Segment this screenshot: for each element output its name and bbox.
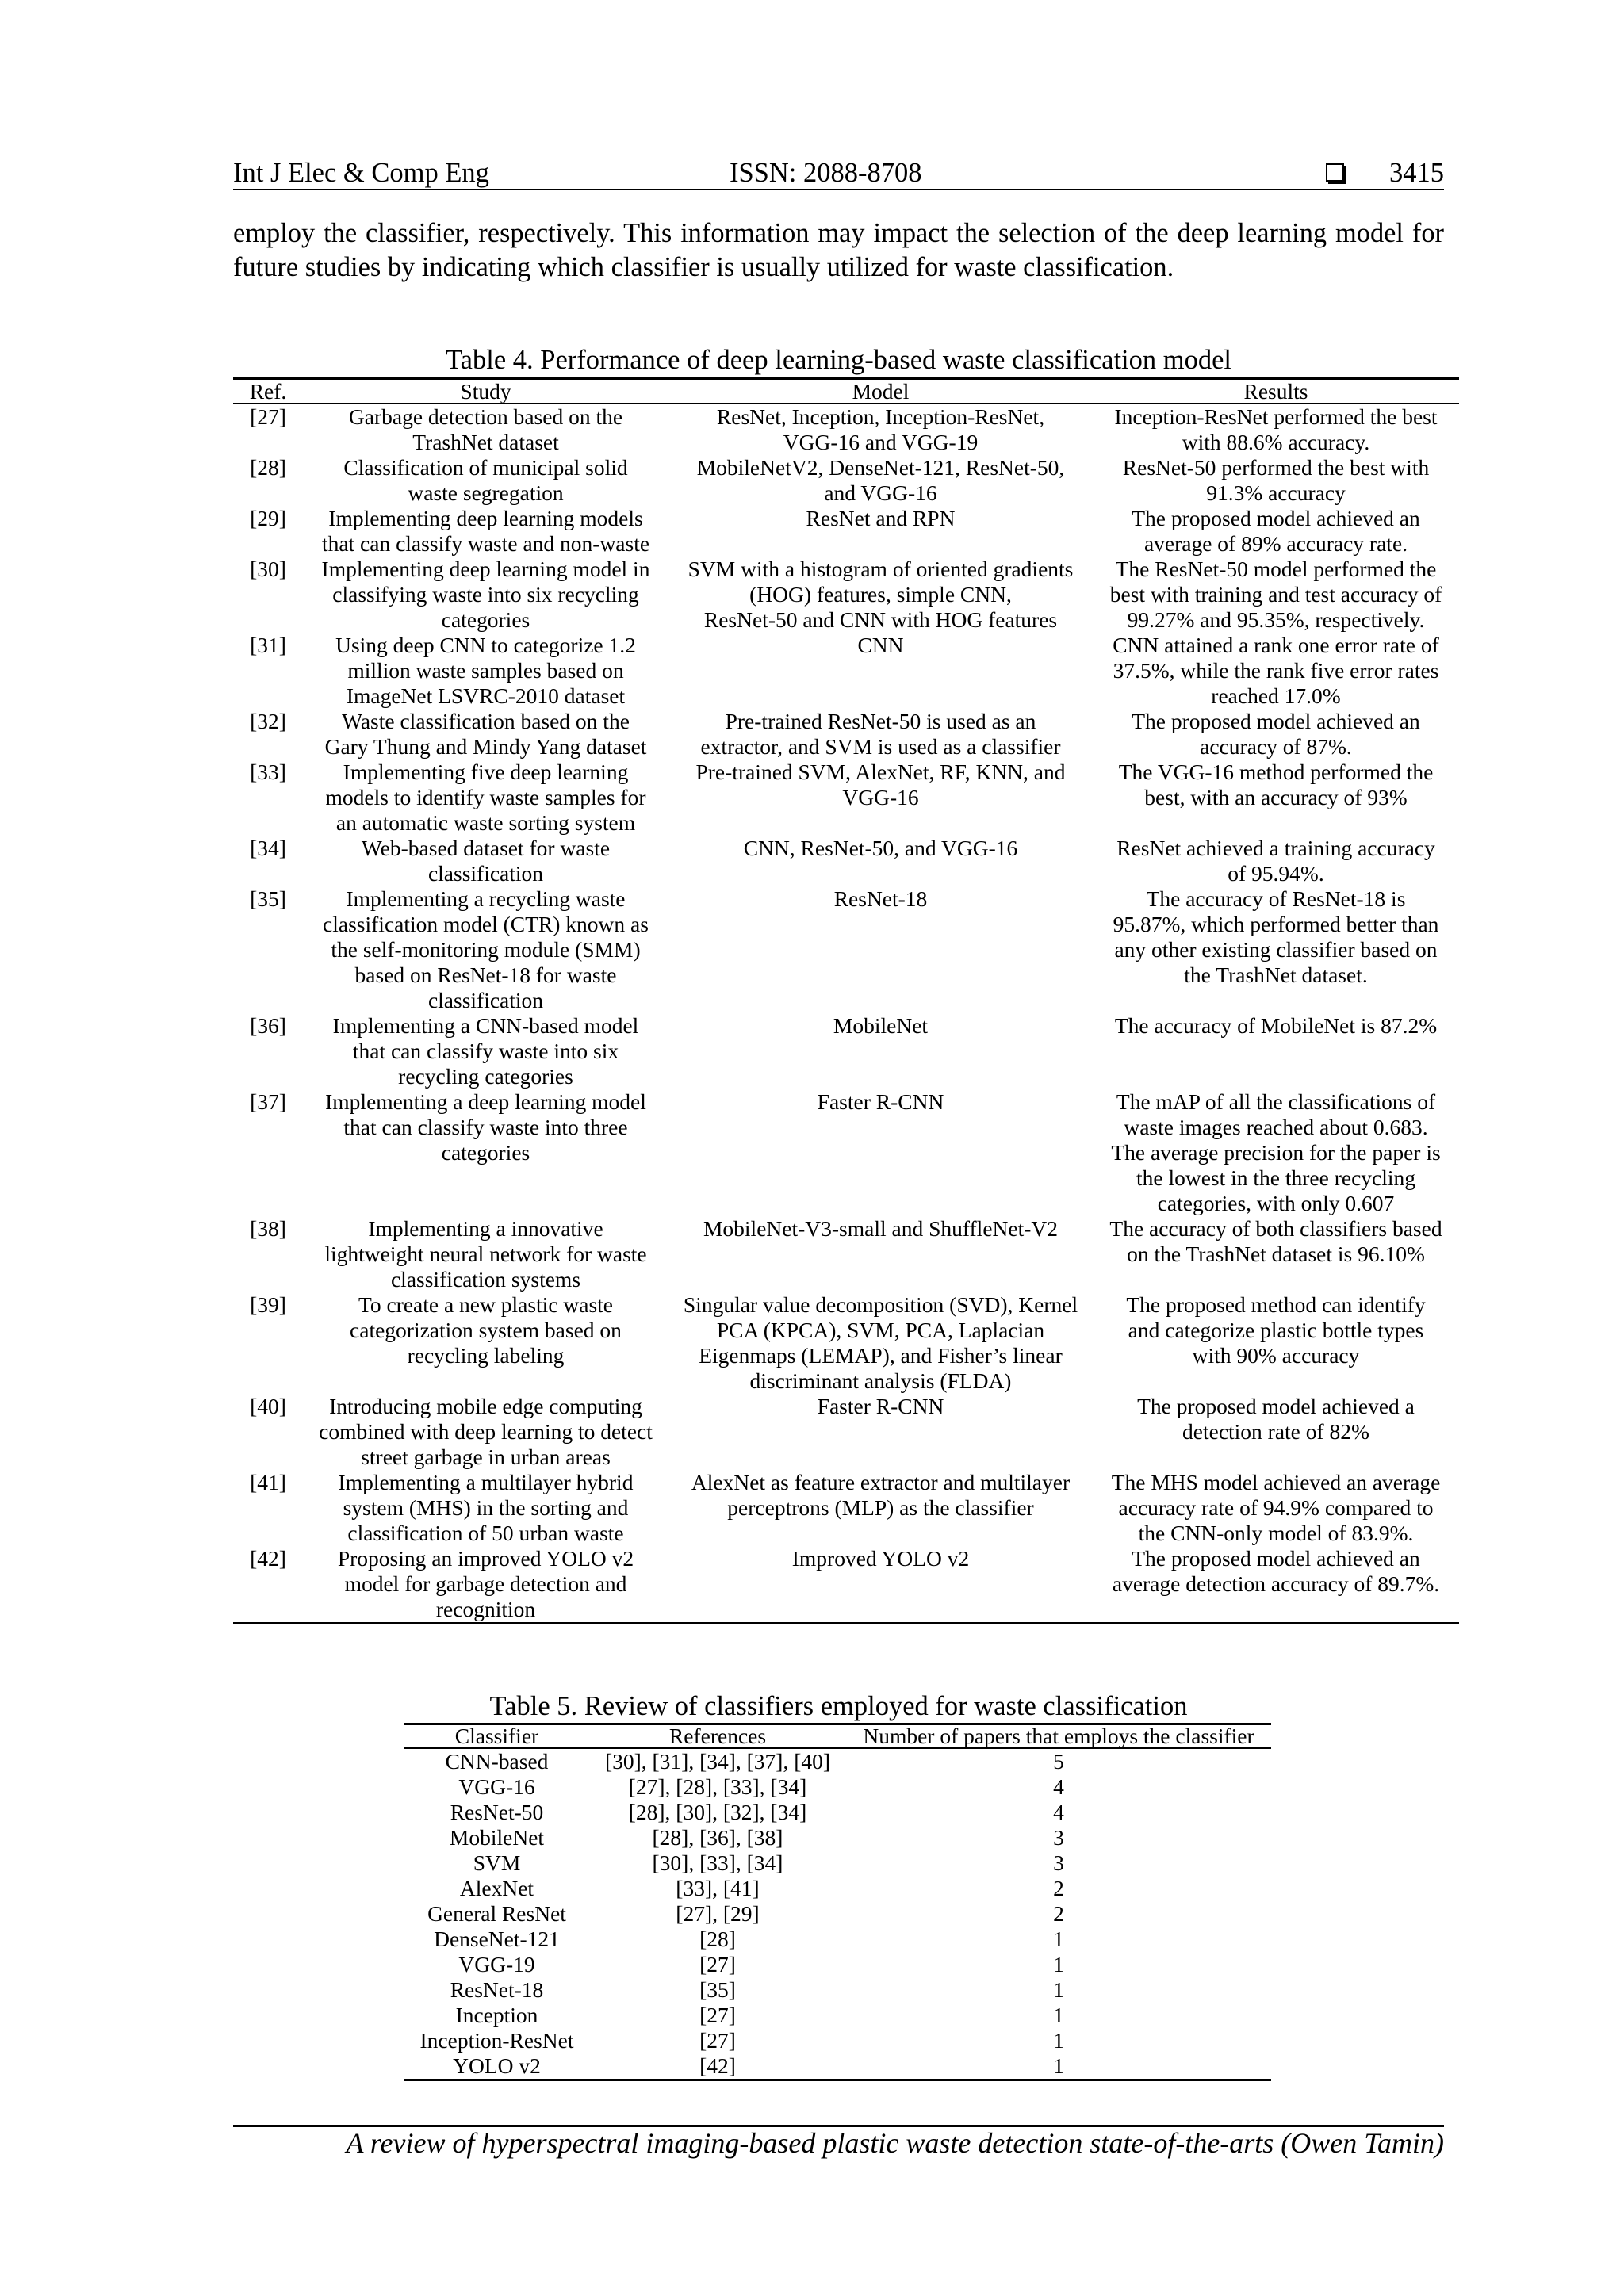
table-row bbox=[404, 2003, 1271, 2028]
page-number: 3415 bbox=[1389, 158, 1444, 188]
table-cell-references: [30], [33], [34] bbox=[652, 1850, 783, 1875]
table-cell-study: To create a new plastic waste categorization system based on recycling labeling bbox=[350, 1292, 622, 1368]
table-row bbox=[233, 1216, 1459, 1292]
table-cell-ref: [39] bbox=[250, 1292, 286, 1317]
table-cell-results: The mAP of all the classifications of waste images reached about 0.683. The average precision for the paper is the lowest in the three recycling categories, with only 0.607 bbox=[1111, 1089, 1441, 1215]
table-cell-count: 5 bbox=[1053, 1749, 1064, 1774]
table-cell-references: [27] bbox=[699, 1952, 736, 1976]
table-row bbox=[233, 633, 1459, 709]
table5-header-references: References bbox=[589, 1724, 846, 1749]
table-row bbox=[404, 1825, 1271, 1850]
table-row bbox=[233, 1089, 1459, 1216]
table4-header-study: Study bbox=[303, 379, 668, 404]
table-cell-model: Pre-trained ResNet-50 is used as an extractor, and SVM is used as a classifier bbox=[700, 709, 1061, 759]
table-cell-ref: [36] bbox=[250, 1013, 286, 1038]
table-cell-classifier: MobileNet bbox=[449, 1825, 545, 1850]
table4-header-model: Model bbox=[668, 379, 1093, 404]
table5-caption: Table 5. Review of classifiers employed for waste classification bbox=[489, 1691, 1188, 1721]
table-row bbox=[233, 1292, 1459, 1394]
table-cell-classifier: ResNet-50 bbox=[450, 1800, 544, 1824]
table-cell-classifier: ResNet-18 bbox=[450, 1977, 544, 2002]
table-row bbox=[404, 1927, 1271, 1952]
table-row bbox=[233, 404, 1459, 455]
table-cell-model: MobileNet-V3-small and ShuffleNet-V2 bbox=[703, 1216, 1059, 1241]
table-row bbox=[404, 1977, 1271, 2003]
table-cell-ref: [28] bbox=[250, 455, 286, 480]
table-cell-ref: [31] bbox=[250, 633, 286, 657]
table-cell-classifier: VGG-19 bbox=[458, 1952, 535, 1976]
table-cell-references: [27] bbox=[699, 2003, 736, 2027]
table4-header-row bbox=[233, 379, 1459, 404]
table-cell-ref: [29] bbox=[250, 506, 286, 530]
table-cell-count: 2 bbox=[1053, 1901, 1064, 1926]
table-cell-count: 3 bbox=[1053, 1850, 1064, 1875]
table-cell-results: The proposed model achieved an average of 89% accuracy rate. bbox=[1132, 506, 1420, 556]
table-cell-count: 1 bbox=[1053, 1927, 1064, 1951]
table-cell-model: ResNet, Inception, Inception-ResNet, VGG-16 and VGG-19 bbox=[716, 404, 1045, 454]
table-cell-results: Inception-ResNet performed the best with 88.6% accuracy. bbox=[1114, 404, 1438, 454]
header-issn: ISSN: 2088-8708 bbox=[730, 158, 922, 188]
table-cell-references: [42] bbox=[699, 2053, 736, 2078]
table4-header-ref: Ref. bbox=[233, 379, 303, 404]
table-cell-model: MobileNetV2, DenseNet-121, ResNet-50, and VGG-16 bbox=[696, 455, 1065, 505]
table-cell-classifier: YOLO v2 bbox=[453, 2053, 541, 2078]
table4-body bbox=[233, 404, 1459, 1624]
body-paragraph: employ the classifier, respectively. This information may impact the selection of the deep learning model for future studies by indicating which classifier is usually utilized for waste classification. bbox=[233, 218, 1444, 282]
table-row bbox=[233, 1470, 1459, 1546]
table-cell-study: Classification of municipal solid waste segregation bbox=[343, 455, 628, 505]
table-cell-ref: [38] bbox=[250, 1216, 286, 1241]
table-cell-study: Garbage detection based on the TrashNet dataset bbox=[348, 404, 623, 454]
table-cell-results: The MHS model achieved an average accuracy rate of 94.9% compared to the CNN-only model of 83.9%. bbox=[1111, 1470, 1441, 1545]
table-cell-ref: [37] bbox=[250, 1089, 286, 1114]
table-row bbox=[233, 455, 1459, 506]
table-cell-classifier: DenseNet-121 bbox=[434, 1927, 560, 1951]
table-row bbox=[233, 836, 1459, 886]
table-cell-ref: [30] bbox=[250, 557, 286, 581]
table-cell-study: Implementing a deep learning model that can classify waste into three categories bbox=[325, 1089, 646, 1165]
table-cell-references: [35] bbox=[699, 1977, 736, 2002]
table-cell-count: 4 bbox=[1053, 1800, 1064, 1824]
table-row bbox=[404, 1876, 1271, 1901]
table-cell-model: Improved YOLO v2 bbox=[791, 1546, 970, 1571]
table-cell-study: Implementing a recycling waste classification model (CTR) known as the self-monitoring module (SMM) based on ResNet-18 for waste classification bbox=[323, 886, 649, 1012]
table-cell-classifier: Inception-ResNet bbox=[419, 2028, 574, 2053]
table-cell-model: CNN bbox=[857, 633, 904, 657]
table-cell-model: Faster R-CNN bbox=[817, 1394, 944, 1418]
table-cell-model: CNN, ResNet-50, and VGG-16 bbox=[743, 836, 1018, 860]
table-cell-ref: [35] bbox=[250, 886, 286, 911]
table-cell-results: The accuracy of MobileNet is 87.2% bbox=[1114, 1013, 1438, 1038]
table-cell-ref: [42] bbox=[250, 1546, 286, 1571]
table4-header-results: Results bbox=[1093, 379, 1459, 404]
table-cell-references: [28] bbox=[699, 1927, 736, 1951]
table-cell-model: AlexNet as feature extractor and multilayer perceptrons (MLP) as the classifier bbox=[691, 1470, 1071, 1520]
table5-header-count: Number of papers that employs the classifier bbox=[846, 1724, 1271, 1749]
table-row bbox=[404, 1952, 1271, 1977]
table-cell-model: Pre-trained SVM, AlexNet, RF, KNN, and VGG-16 bbox=[695, 760, 1066, 809]
table4-header bbox=[233, 379, 1459, 404]
table-cell-count: 4 bbox=[1053, 1774, 1064, 1799]
table-cell-classifier: VGG-16 bbox=[458, 1774, 535, 1799]
drop-shadow-square-icon bbox=[1326, 163, 1344, 182]
table-cell-study: Implementing a multilayer hybrid system (MHS) in the sorting and classification of 50 urban waste bbox=[338, 1470, 634, 1545]
table-cell-model: Singular value decomposition (SVD), Kernel PCA (KPCA), SVM, PCA, Laplacian Eigenmaps (LEMAP), and Fisher’s linear discriminant analysis (FLDA) bbox=[683, 1292, 1078, 1393]
table-cell-references: [27], [29] bbox=[676, 1901, 760, 1926]
table-row bbox=[404, 1901, 1271, 1927]
table-cell-study: Proposing an improved YOLO v2 model for garbage detection and recognition bbox=[337, 1546, 634, 1621]
table-cell-results: ResNet-50 performed the best with 91.3% accuracy bbox=[1122, 455, 1430, 505]
table-row bbox=[233, 760, 1459, 836]
footer-running-title: A review of hyperspectral imaging-based plastic waste detection state-of-the-arts (Owen Tamin) bbox=[346, 2127, 1444, 2159]
table-cell-model: SVM with a histogram of oriented gradients (HOG) features, simple CNN, ResNet-50 and CNN with HOG features bbox=[688, 557, 1074, 632]
table-cell-results: CNN attained a rank one error rate of 37.5%, while the rank five error rates reached 17.0% bbox=[1113, 633, 1439, 708]
table-cell-count: 1 bbox=[1053, 1952, 1064, 1976]
table-cell-ref: [40] bbox=[250, 1394, 286, 1418]
table5 bbox=[404, 1723, 1271, 2081]
table-cell-study: Web-based dataset for waste classification bbox=[361, 836, 611, 886]
table-cell-results: The ResNet-50 model performed the best with training and test accuracy of 99.27% and 95.35%, respectively. bbox=[1109, 557, 1442, 632]
table-cell-count: 1 bbox=[1053, 2028, 1064, 2053]
table-cell-results: The accuracy of both classifiers based on the TrashNet dataset is 96.10% bbox=[1109, 1216, 1442, 1266]
table-row bbox=[233, 557, 1459, 633]
table-cell-count: 1 bbox=[1053, 1977, 1064, 2002]
table5-header-row bbox=[404, 1724, 1271, 1749]
table-cell-ref: [32] bbox=[250, 709, 286, 733]
table-cell-study: Implementing five deep learning models to identify waste samples for an automatic waste sorting system bbox=[325, 760, 646, 835]
table-row bbox=[233, 709, 1459, 760]
table-cell-count: 1 bbox=[1053, 2053, 1064, 2078]
table-cell-study: Implementing deep learning models that can classify waste and non-waste bbox=[321, 506, 650, 556]
table-cell-study: Implementing deep learning model in classifying waste into six recycling categories bbox=[321, 557, 650, 632]
table4-caption: Table 4. Performance of deep learning-based waste classification model bbox=[446, 345, 1231, 375]
table-cell-results: ResNet achieved a training accuracy of 95.94%. bbox=[1116, 836, 1435, 886]
table-cell-classifier: Inception bbox=[455, 2003, 538, 2027]
table-cell-results: The VGG-16 method performed the best, with an accuracy of 93% bbox=[1118, 760, 1434, 809]
table-row bbox=[404, 1800, 1271, 1825]
table-cell-references: [27], [28], [33], [34] bbox=[628, 1774, 807, 1799]
table-cell-references: [28], [36], [38] bbox=[652, 1825, 783, 1850]
table-cell-count: 1 bbox=[1053, 2003, 1064, 2027]
table-row bbox=[233, 1546, 1459, 1624]
table-cell-references: [30], [31], [34], [37], [40] bbox=[604, 1749, 831, 1774]
table-cell-references: [33], [41] bbox=[676, 1876, 760, 1900]
table-cell-model: MobileNet bbox=[833, 1013, 929, 1038]
table-cell-results: The proposed model achieved an average detection accuracy of 89.7%. bbox=[1112, 1546, 1440, 1596]
table-cell-ref: [27] bbox=[250, 404, 286, 429]
table4 bbox=[233, 377, 1459, 1624]
table-cell-results: The proposed model achieved a detection rate of 82% bbox=[1137, 1394, 1415, 1444]
table-cell-model: ResNet-18 bbox=[833, 886, 928, 911]
table-row bbox=[233, 886, 1459, 1013]
table-cell-ref: [33] bbox=[250, 760, 286, 784]
table-cell-classifier: CNN-based bbox=[445, 1749, 549, 1774]
table-cell-results: The proposed method can identify and categorize plastic bottle types with 90% accuracy bbox=[1126, 1292, 1426, 1368]
table-cell-study: Implementing a innovative lightweight neural network for waste classification systems bbox=[324, 1216, 647, 1292]
table-cell-classifier: SVM bbox=[473, 1850, 521, 1875]
table-cell-study: Waste classification based on the Gary Thung and Mindy Yang dataset bbox=[324, 709, 647, 759]
table-row bbox=[404, 1850, 1271, 1876]
table-row bbox=[404, 2053, 1271, 2080]
table-cell-references: [28], [30], [32], [34] bbox=[628, 1800, 807, 1824]
table-row bbox=[233, 1394, 1459, 1470]
table-cell-results: The accuracy of ResNet-18 is 95.87%, which performed better than any other existing classifier based on the TrashNet dataset. bbox=[1113, 886, 1439, 987]
table-row bbox=[233, 1013, 1459, 1089]
header-rule bbox=[233, 189, 1444, 190]
table-cell-count: 2 bbox=[1053, 1876, 1064, 1900]
table-row bbox=[404, 1774, 1271, 1800]
table5-header-classifier: Classifier bbox=[404, 1724, 589, 1749]
table-cell-study: Implementing a CNN-based model that can classify waste into six recycling categories bbox=[332, 1013, 639, 1089]
table-cell-study: Using deep CNN to categorize 1.2 million waste samples based on ImageNet LSVRC-2010 dataset bbox=[335, 633, 636, 708]
table-cell-ref: [41] bbox=[250, 1470, 286, 1494]
table-cell-model: Faster R-CNN bbox=[817, 1089, 944, 1114]
table-cell-model: ResNet and RPN bbox=[806, 506, 956, 530]
header-journal-name: Int J Elec & Comp Eng bbox=[233, 158, 489, 188]
table-cell-classifier: General ResNet bbox=[427, 1901, 566, 1926]
table-row bbox=[404, 2028, 1271, 2053]
table-cell-study: Introducing mobile edge computing combined with deep learning to detect street garbage in urban areas bbox=[319, 1394, 653, 1469]
table-cell-classifier: AlexNet bbox=[459, 1876, 534, 1900]
table5-header bbox=[404, 1724, 1271, 1749]
table-cell-references: [27] bbox=[699, 2028, 736, 2053]
table-cell-results: The proposed model achieved an accuracy of 87%. bbox=[1132, 709, 1420, 759]
table-cell-ref: [34] bbox=[250, 836, 286, 860]
table-row bbox=[233, 506, 1459, 557]
table-row bbox=[404, 1748, 1271, 1774]
table5-body bbox=[404, 1748, 1271, 2080]
table-cell-count: 3 bbox=[1053, 1825, 1064, 1850]
